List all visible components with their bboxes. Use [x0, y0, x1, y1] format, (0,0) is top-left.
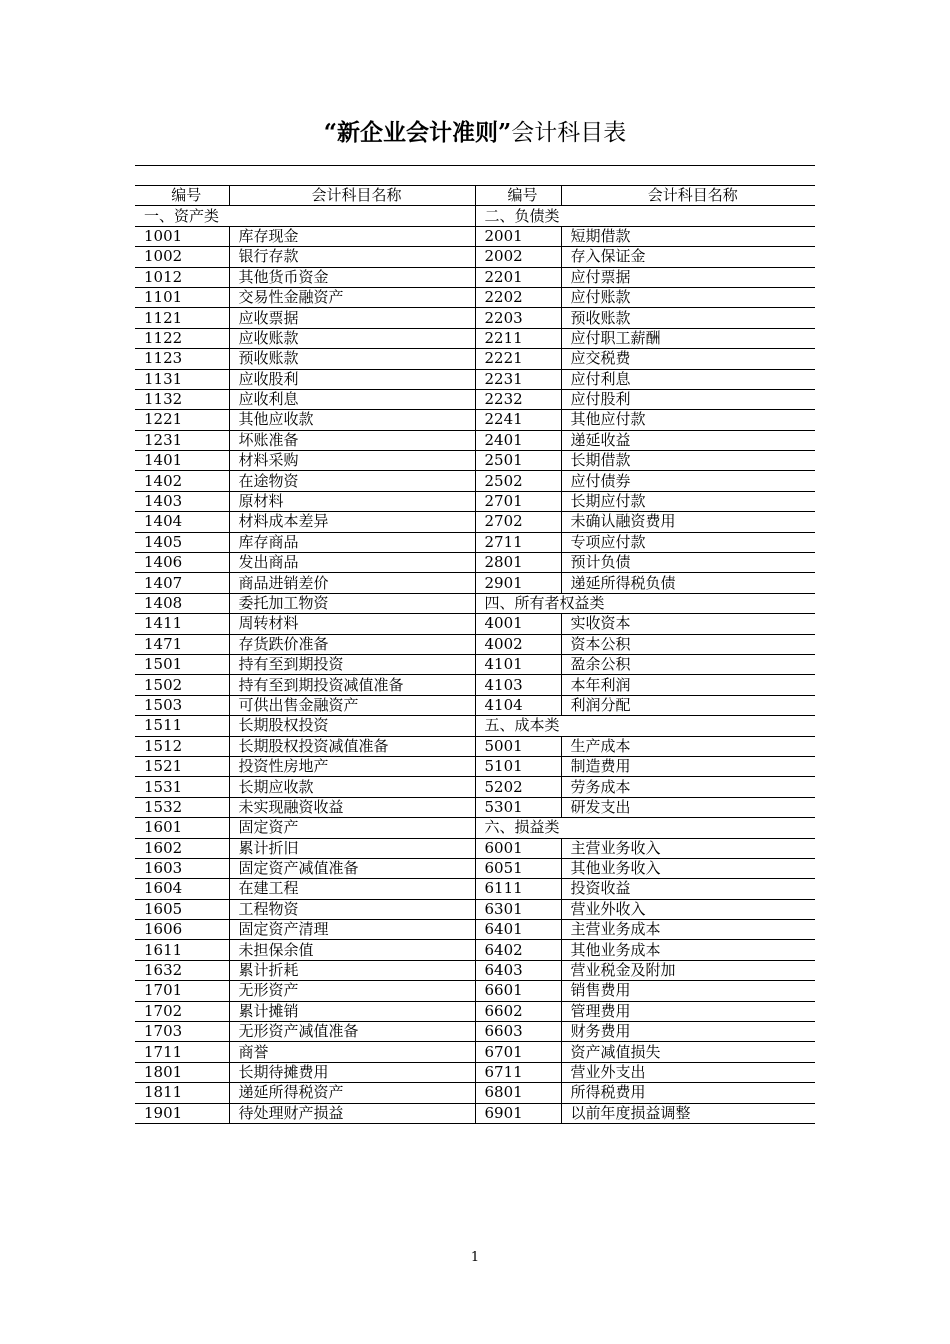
- table-row: [135, 471, 815, 491]
- table-header-row: [135, 186, 815, 206]
- account-name-right: 其他业务成本: [561, 940, 815, 960]
- account-code-right: 4001: [475, 614, 561, 634]
- table-row: [135, 389, 815, 409]
- account-name-right: 投资收益: [561, 879, 815, 899]
- account-name-left: 库存现金: [229, 226, 475, 246]
- table-row: [135, 512, 815, 532]
- account-code-left: 1123: [135, 349, 229, 369]
- account-code-right: 2201: [475, 267, 561, 287]
- account-code-right: 2502: [475, 471, 561, 491]
- account-name-right: 以前年度损益调整: [561, 1103, 815, 1123]
- account-code-right: 6801: [475, 1083, 561, 1103]
- account-name-left: 坏账准备: [229, 430, 475, 450]
- account-code-left: 1411: [135, 614, 229, 634]
- account-name-left: 其他应收款: [229, 410, 475, 430]
- table-row: [135, 287, 815, 307]
- table-row: [135, 736, 815, 756]
- accounts-table: [135, 185, 815, 1124]
- account-name-left: 应收票据: [229, 308, 475, 328]
- account-name-left: 材料成本差异: [229, 512, 475, 532]
- account-name-right: 财务费用: [561, 1022, 815, 1042]
- account-name-left: 交易性金融资产: [229, 287, 475, 307]
- account-name-right: 盈余公积: [561, 654, 815, 674]
- account-code-left: 1501: [135, 654, 229, 674]
- account-code-left: 1611: [135, 940, 229, 960]
- account-code-left: 1403: [135, 491, 229, 511]
- account-code-right: 2501: [475, 451, 561, 471]
- account-code-right: 6701: [475, 1042, 561, 1062]
- account-code-right: 6403: [475, 960, 561, 980]
- account-code-right: 5301: [475, 797, 561, 817]
- table-row: [135, 879, 815, 899]
- account-code-left: 1606: [135, 920, 229, 940]
- account-name-left: 预收账款: [229, 349, 475, 369]
- account-name-left: 未担保余值: [229, 940, 475, 960]
- table-row: [135, 756, 815, 776]
- account-name-left: 未实现融资收益: [229, 797, 475, 817]
- account-name-right: 资产减值损失: [561, 1042, 815, 1062]
- account-name-right: 劳务成本: [561, 777, 815, 797]
- account-code-left: 1002: [135, 247, 229, 267]
- table-row: [135, 777, 815, 797]
- table-row: [135, 206, 815, 226]
- account-code-left: 1001: [135, 226, 229, 246]
- table-row: [135, 960, 815, 980]
- account-name-right: 营业外支出: [561, 1062, 815, 1082]
- account-name-left: 待处理财产损益: [229, 1103, 475, 1123]
- account-code-right: 4103: [475, 675, 561, 695]
- account-name-left: 持有至到期投资: [229, 654, 475, 674]
- account-code-right: 6901: [475, 1103, 561, 1123]
- account-code-left: 1471: [135, 634, 229, 654]
- table-row: [135, 654, 815, 674]
- account-code-right: 2001: [475, 226, 561, 246]
- account-name-left: 长期待摊费用: [229, 1062, 475, 1082]
- account-name-right: 所得税费用: [561, 1083, 815, 1103]
- account-name-right: 应付利息: [561, 369, 815, 389]
- table-row: [135, 451, 815, 471]
- account-name-left: 无形资产: [229, 981, 475, 1001]
- category-label-right: 五、成本类: [475, 716, 815, 736]
- account-name-right: 本年利润: [561, 675, 815, 695]
- table-row: [135, 553, 815, 573]
- account-code-right: 2401: [475, 430, 561, 450]
- account-name-left: 持有至到期投资减值准备: [229, 675, 475, 695]
- account-name-left: 原材料: [229, 491, 475, 511]
- table-row: [135, 634, 815, 654]
- account-name-right: 研发支出: [561, 797, 815, 817]
- account-name-right: 长期借款: [561, 451, 815, 471]
- account-name-right: 未确认融资费用: [561, 512, 815, 532]
- page-number: 1: [470, 1250, 480, 1265]
- table-row: [135, 491, 815, 511]
- header-code-left: 编号: [135, 186, 229, 206]
- header-name-right: 会计科目名称: [561, 186, 815, 206]
- account-name-right: 应付账款: [561, 287, 815, 307]
- account-name-left: 工程物资: [229, 899, 475, 919]
- account-code-left: 1405: [135, 532, 229, 552]
- table-row: [135, 858, 815, 878]
- account-name-left: 其他货币资金: [229, 267, 475, 287]
- account-code-left: 1605: [135, 899, 229, 919]
- account-code-left: 1408: [135, 593, 229, 613]
- account-name-left: 银行存款: [229, 247, 475, 267]
- account-code-left: 1701: [135, 981, 229, 1001]
- account-code-left: 1511: [135, 716, 229, 736]
- account-code-right: 6603: [475, 1022, 561, 1042]
- account-code-right: 6051: [475, 858, 561, 878]
- page-title-bold: “新企业会计准则”: [323, 119, 512, 146]
- account-code-left: 1601: [135, 818, 229, 838]
- account-code-right: 2221: [475, 349, 561, 369]
- account-code-left: 1132: [135, 389, 229, 409]
- table-row: [135, 1001, 815, 1021]
- page-title: [0, 116, 950, 150]
- accounts-table-body: [135, 186, 815, 1124]
- account-code-left: 1401: [135, 451, 229, 471]
- account-name-left: 应收账款: [229, 328, 475, 348]
- account-name-left: 应收利息: [229, 389, 475, 409]
- account-name-right: 存入保证金: [561, 247, 815, 267]
- account-name-right: 主营业务成本: [561, 920, 815, 940]
- account-name-left: 应收股利: [229, 369, 475, 389]
- category-label-right: 二、负债类: [475, 206, 815, 226]
- account-name-left: 可供出售金融资产: [229, 695, 475, 715]
- account-code-right: 6001: [475, 838, 561, 858]
- account-name-right: 其他应付款: [561, 410, 815, 430]
- account-name-left: 累计折旧: [229, 838, 475, 858]
- account-code-left: 1603: [135, 858, 229, 878]
- account-code-left: 1703: [135, 1022, 229, 1042]
- account-code-right: 5202: [475, 777, 561, 797]
- account-name-left: 在建工程: [229, 879, 475, 899]
- table-row: [135, 573, 815, 593]
- table-row: [135, 614, 815, 634]
- account-code-left: 1901: [135, 1103, 229, 1123]
- table-row: [135, 410, 815, 430]
- table-row: [135, 369, 815, 389]
- account-code-left: 1221: [135, 410, 229, 430]
- account-name-left: 商品进销差价: [229, 573, 475, 593]
- account-code-left: 1521: [135, 756, 229, 776]
- account-code-left: 1632: [135, 960, 229, 980]
- account-code-right: 2711: [475, 532, 561, 552]
- account-name-left: 商誉: [229, 1042, 475, 1062]
- account-code-right: 6602: [475, 1001, 561, 1021]
- account-name-right: 实收资本: [561, 614, 815, 634]
- table-row: [135, 940, 815, 960]
- account-name-right: 专项应付款: [561, 532, 815, 552]
- table-row: [135, 593, 815, 613]
- account-name-left: 固定资产减值准备: [229, 858, 475, 878]
- account-code-left: 1402: [135, 471, 229, 491]
- account-name-right: 生产成本: [561, 736, 815, 756]
- header-name-left: 会计科目名称: [229, 186, 475, 206]
- account-code-right: 2241: [475, 410, 561, 430]
- account-code-left: 1012: [135, 267, 229, 287]
- account-name-right: 应付股利: [561, 389, 815, 409]
- table-row: [135, 1103, 815, 1123]
- account-name-left: 累计摊销: [229, 1001, 475, 1021]
- table-row: [135, 267, 815, 287]
- account-name-left: 存货跌价准备: [229, 634, 475, 654]
- account-code-left: 1121: [135, 308, 229, 328]
- account-name-right: 应付职工薪酬: [561, 328, 815, 348]
- account-code-left: 1604: [135, 879, 229, 899]
- account-name-left: 库存商品: [229, 532, 475, 552]
- account-code-right: 6711: [475, 1062, 561, 1082]
- account-name-right: 资本公积: [561, 634, 815, 654]
- account-code-left: 1711: [135, 1042, 229, 1062]
- account-name-right: 应付票据: [561, 267, 815, 287]
- table-row: [135, 818, 815, 838]
- account-name-right: 营业税金及附加: [561, 960, 815, 980]
- table-row: [135, 328, 815, 348]
- account-code-left: 1801: [135, 1062, 229, 1082]
- table-row: [135, 797, 815, 817]
- table-row: [135, 1022, 815, 1042]
- account-code-right: 2801: [475, 553, 561, 573]
- account-code-left: 1406: [135, 553, 229, 573]
- account-name-left: 递延所得税资产: [229, 1083, 475, 1103]
- account-code-right: 2002: [475, 247, 561, 267]
- account-code-left: 1702: [135, 1001, 229, 1021]
- account-code-right: 5001: [475, 736, 561, 756]
- account-code-left: 1512: [135, 736, 229, 756]
- account-code-left: 1811: [135, 1083, 229, 1103]
- account-name-left: 长期股权投资减值准备: [229, 736, 475, 756]
- account-name-left: 长期应收款: [229, 777, 475, 797]
- account-name-right: 其他业务收入: [561, 858, 815, 878]
- category-label-right: 六、损益类: [475, 818, 815, 838]
- account-name-right: 销售费用: [561, 981, 815, 1001]
- account-name-left: 委托加工物资: [229, 593, 475, 613]
- header-rule: [135, 165, 815, 166]
- table-row: [135, 1042, 815, 1062]
- header-code-right: 编号: [475, 186, 561, 206]
- account-code-left: 1502: [135, 675, 229, 695]
- table-row: [135, 430, 815, 450]
- table-row: [135, 838, 815, 858]
- account-name-right: 预计负债: [561, 553, 815, 573]
- table-row: [135, 695, 815, 715]
- account-code-right: 6402: [475, 940, 561, 960]
- account-code-left: 1404: [135, 512, 229, 532]
- account-name-left: 固定资产清理: [229, 920, 475, 940]
- table-row: [135, 675, 815, 695]
- account-name-left: 在途物资: [229, 471, 475, 491]
- account-name-left: 发出商品: [229, 553, 475, 573]
- account-name-right: 主营业务收入: [561, 838, 815, 858]
- account-code-left: 1101: [135, 287, 229, 307]
- account-code-left: 1231: [135, 430, 229, 450]
- account-name-right: 长期应付款: [561, 491, 815, 511]
- account-name-right: 预收账款: [561, 308, 815, 328]
- account-code-right: 2203: [475, 308, 561, 328]
- account-code-left: 1531: [135, 777, 229, 797]
- category-label-right: 四、所有者权益类: [475, 593, 815, 613]
- table-row: [135, 247, 815, 267]
- account-code-right: 2702: [475, 512, 561, 532]
- account-code-left: 1407: [135, 573, 229, 593]
- table-row: [135, 1062, 815, 1082]
- table-row: [135, 1083, 815, 1103]
- account-code-right: 2202: [475, 287, 561, 307]
- account-code-right: 2901: [475, 573, 561, 593]
- account-name-left: 累计折耗: [229, 960, 475, 980]
- account-name-right: 递延收益: [561, 430, 815, 450]
- account-code-left: 1131: [135, 369, 229, 389]
- table-row: [135, 532, 815, 552]
- account-code-right: 4101: [475, 654, 561, 674]
- account-code-left: 1602: [135, 838, 229, 858]
- account-name-right: 管理费用: [561, 1001, 815, 1021]
- account-name-left: 材料采购: [229, 451, 475, 471]
- account-code-right: 6401: [475, 920, 561, 940]
- account-name-right: 制造费用: [561, 756, 815, 776]
- table-row: [135, 899, 815, 919]
- account-code-right: 2701: [475, 491, 561, 511]
- account-name-right: 利润分配: [561, 695, 815, 715]
- account-name-left: 固定资产: [229, 818, 475, 838]
- account-code-right: 4002: [475, 634, 561, 654]
- account-name-left: 周转材料: [229, 614, 475, 634]
- account-code-left: 1532: [135, 797, 229, 817]
- account-code-right: 2231: [475, 369, 561, 389]
- page-title-rest: 会计科目表: [511, 120, 627, 146]
- account-name-left: 投资性房地产: [229, 756, 475, 776]
- table-row: [135, 981, 815, 1001]
- account-name-left: 长期股权投资: [229, 716, 475, 736]
- account-name-right: 应付债券: [561, 471, 815, 491]
- account-code-right: 2211: [475, 328, 561, 348]
- account-code-right: 2232: [475, 389, 561, 409]
- account-code-right: 6301: [475, 899, 561, 919]
- table-row: [135, 716, 815, 736]
- table-row: [135, 308, 815, 328]
- category-label-left: 一、资产类: [135, 206, 475, 226]
- account-code-right: 6111: [475, 879, 561, 899]
- account-code-left: 1503: [135, 695, 229, 715]
- account-name-right: 递延所得税负债: [561, 573, 815, 593]
- table-row: [135, 349, 815, 369]
- account-name-right: 营业外收入: [561, 899, 815, 919]
- account-code-right: 6601: [475, 981, 561, 1001]
- account-code-right: 4104: [475, 695, 561, 715]
- account-code-right: 5101: [475, 756, 561, 776]
- table-row: [135, 920, 815, 940]
- account-name-right: 短期借款: [561, 226, 815, 246]
- table-row: [135, 226, 815, 246]
- account-name-left: 无形资产减值准备: [229, 1022, 475, 1042]
- account-name-right: 应交税费: [561, 349, 815, 369]
- account-code-left: 1122: [135, 328, 229, 348]
